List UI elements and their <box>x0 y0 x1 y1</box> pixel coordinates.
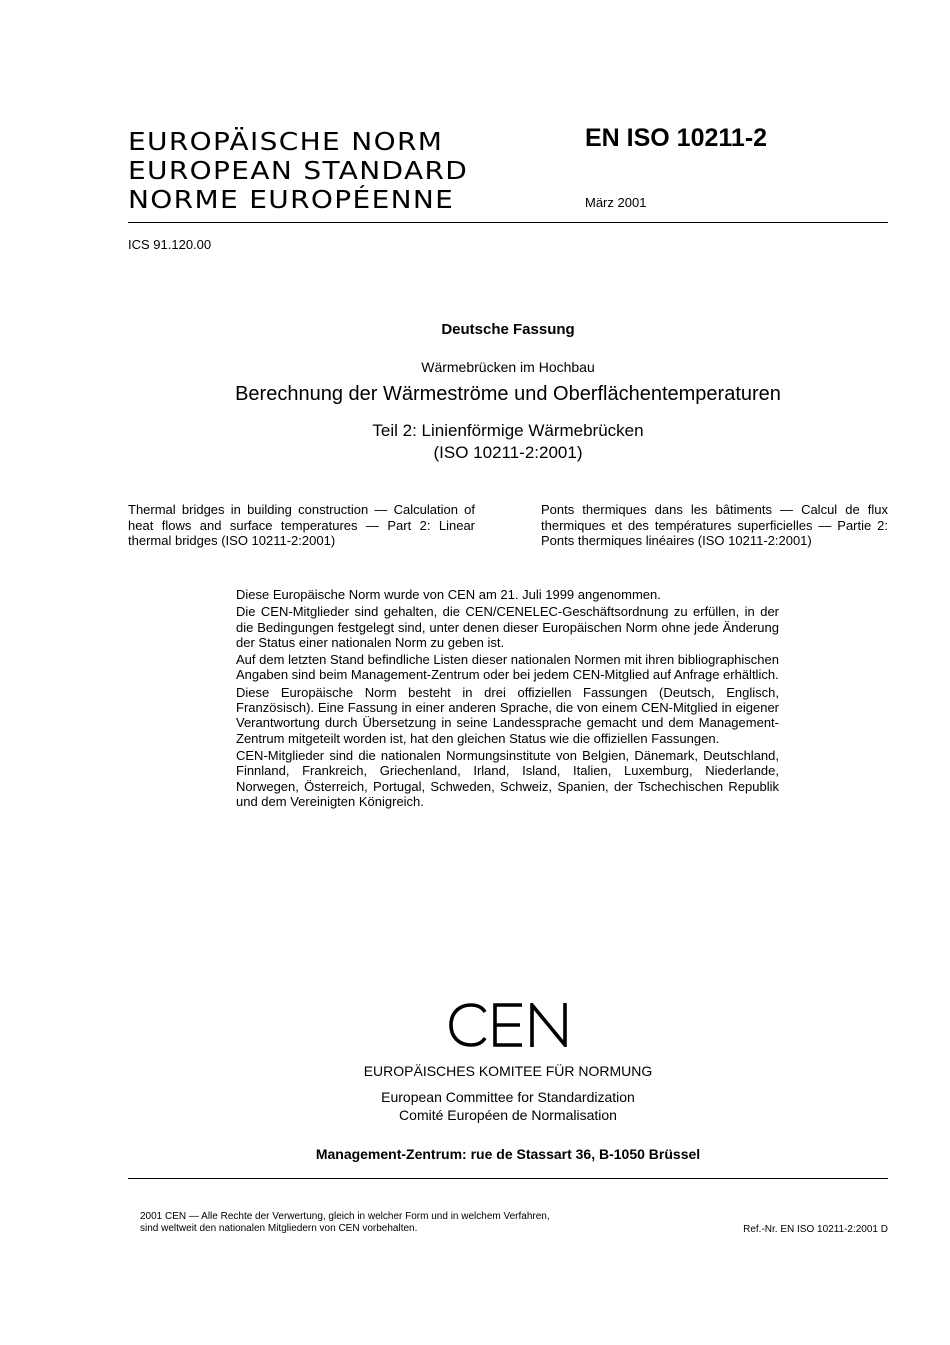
intro-paragraph: Diese Europäische Norm besteht in drei offiziellen Fassungen (Deutsch, Englisch, Französisch). Eine Fassung in einer anderen Sprache, die von einem CEN-Mitglied in eigener Verantwortung durch Übersetzung in seine Landessprache gemacht und dem Management-Zentrum mitgeteilt worden ist, hat den gleichen Status wie die offiziellen Fassungen. <box>236 684 779 746</box>
subject-title: Wärmebrücken im Hochbau <box>421 359 595 375</box>
french-title: Ponts thermiques dans les bâtiments — Calcul de flux thermiques et des températures superficielles — Partie 2: Ponts thermiques linéaires (ISO 10211-2:2001) <box>541 502 888 548</box>
iso-reference: (ISO 10211-2:2001) <box>433 443 583 462</box>
intro-paragraph: CEN-Mitglieder sind die nationalen Normungsinstitute von Belgien, Dänemark, Deutschland, Finnland, Frankreich, Griechenland, Irland, Island, Italien, Luxemburg, Niederlande, Norwegen, Österreich, Portugal, Schweden, Schweiz, Spanien, der Tschechischen Republik und dem Vereinigten Königreich. <box>236 747 779 809</box>
org-name-en: European Committee for Standardization <box>381 1089 635 1105</box>
cen-logo <box>448 1003 570 1047</box>
main-title: Berechnung der Wärmeströme und Oberflächentemperaturen <box>235 383 781 405</box>
standard-number: EN ISO 10211-2 <box>585 124 768 152</box>
intro-paragraph: Diese Europäische Norm wurde von CEN am 21. Juli 1999 angenommen. <box>236 587 661 602</box>
intro-paragraph: Die CEN-Mitglieder sind gehalten, die CEN/CENELEC-Geschäftsordnung zu erfüllen, in der die Bedingungen festgelegt sind, unter denen dieser Europäischen Norm ohne jede Änderung der Status einer nationalen Norm zu geben ist. <box>236 604 779 650</box>
part-title: Teil 2: Linienförmige Wärmebrücken <box>372 421 644 440</box>
norm-title-fr: NORME EUROPÉENNE <box>128 185 455 214</box>
org-name-fr: Comité Européen de Normalisation <box>399 1107 617 1123</box>
norm-title-en: EUROPEAN STANDARD <box>128 156 469 185</box>
copyright-line: sind weltweit den nationalen Mitgliedern von CEN vorbehalten. <box>140 1223 418 1234</box>
header-divider <box>128 222 888 223</box>
intro-paragraph: Auf dem letzten Stand befindliche Listen dieser nationalen Normen mit ihren bibliographischen Angaben sind beim Management-Zentrum oder bei jedem CEN-Mitglied auf Anfrage erhältlich. <box>236 652 779 683</box>
ics-code: ICS 91.120.00 <box>128 237 212 252</box>
copyright-line: 2001 CEN — Alle Rechte der Verwertung, gleich in welcher Form und in welchem Verfahren, <box>140 1211 550 1222</box>
footer-divider <box>128 1178 888 1179</box>
org-name-de: EUROPÄISCHES KOMITEE FÜR NORMUNG <box>363 1063 653 1079</box>
copyright-notice <box>140 1211 620 1235</box>
publication-date: März 2001 <box>585 195 647 210</box>
management-address: Management-Zentrum: rue de Stassart 36, B-1050 Brüssel <box>315 1146 701 1162</box>
reference-number: Ref.-Nr. EN ISO 10211-2:2001 D <box>743 1224 888 1235</box>
intro-text <box>236 587 779 811</box>
version-label: Deutsche Fassung <box>441 321 575 338</box>
norm-title-de: EUROPÄISCHE NORM <box>128 127 444 156</box>
english-title: Thermal bridges in building construction — Calculation of heat flows and surface temperatures — Part 2: Linear thermal bridges (ISO 10211-2:2001) <box>128 502 475 548</box>
